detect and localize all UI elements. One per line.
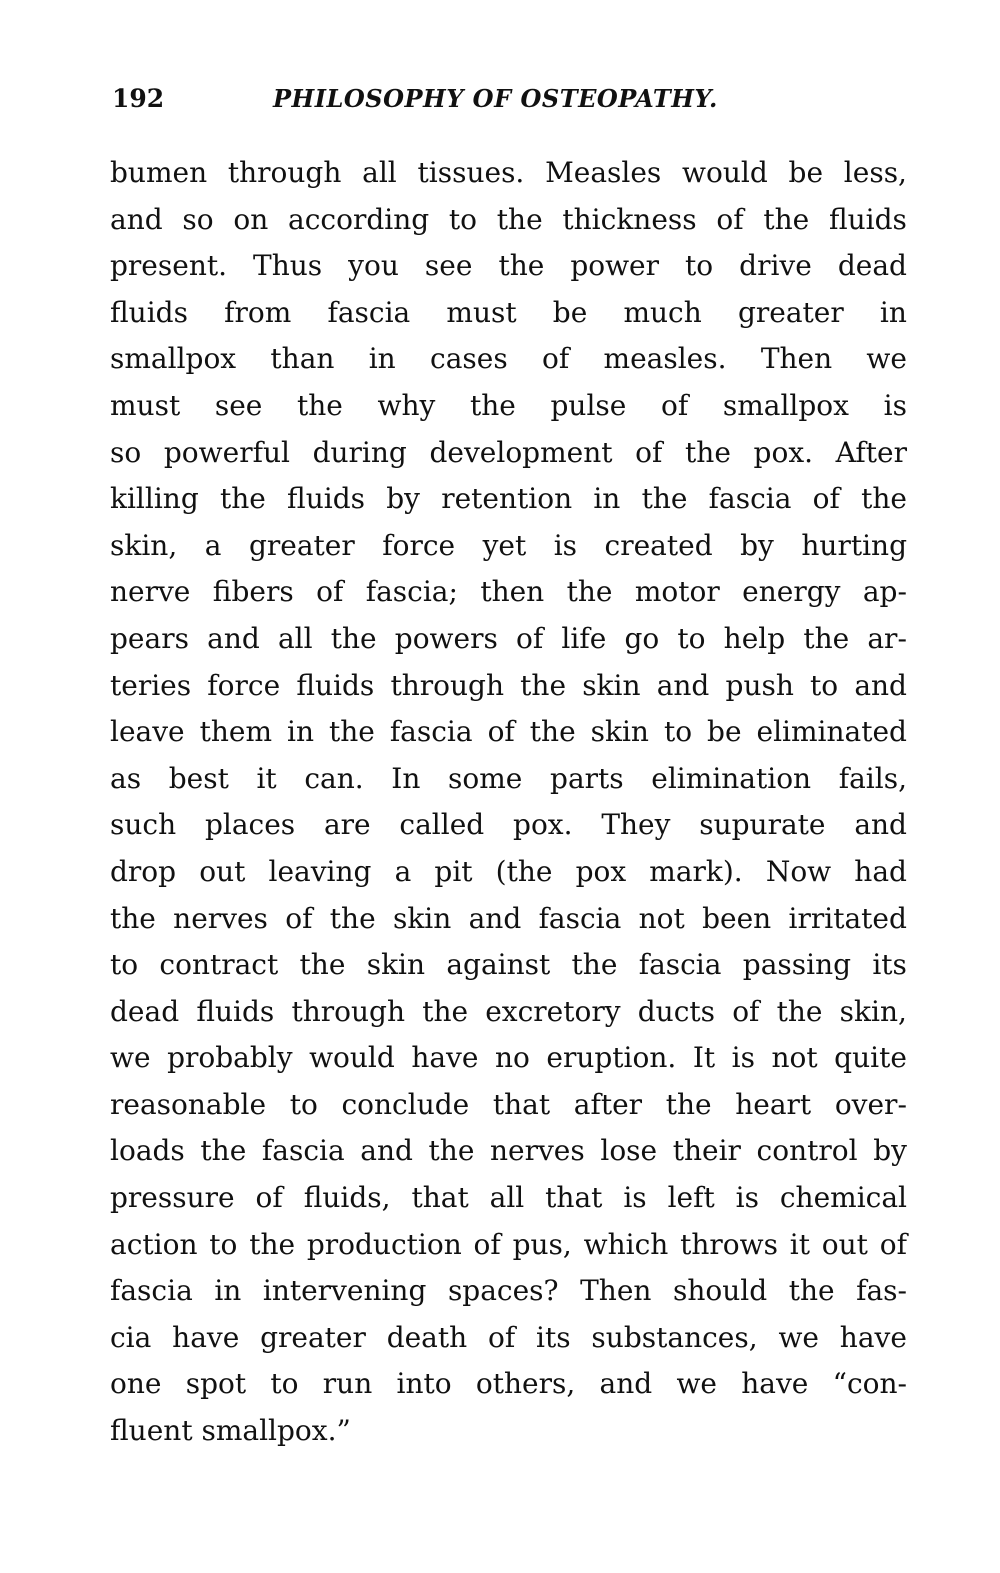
word: less, bbox=[843, 156, 907, 189]
word: cases bbox=[430, 342, 508, 376]
word: the bbox=[249, 1227, 296, 1261]
word: in bbox=[879, 295, 907, 329]
word: of bbox=[879, 1227, 907, 1261]
word: lose bbox=[600, 1134, 658, 1168]
word: thickness bbox=[562, 202, 697, 236]
text-line bbox=[110, 1175, 907, 1222]
word: to bbox=[810, 668, 839, 702]
word: of bbox=[487, 715, 515, 749]
word: should bbox=[672, 1274, 768, 1308]
word: help bbox=[723, 621, 786, 655]
text-line bbox=[110, 1082, 907, 1129]
word: bumen bbox=[110, 156, 208, 189]
word: nerves bbox=[173, 901, 268, 935]
text-line bbox=[110, 383, 907, 430]
word: to bbox=[110, 948, 139, 982]
word: see bbox=[424, 249, 473, 283]
word: of bbox=[285, 901, 313, 935]
word: all bbox=[277, 621, 313, 655]
word: fibers bbox=[212, 575, 294, 609]
word: of bbox=[473, 1227, 501, 1261]
word: the bbox=[566, 575, 613, 609]
word: Then bbox=[760, 342, 833, 376]
text-line bbox=[110, 290, 907, 337]
word: ar- bbox=[867, 621, 907, 655]
word: and bbox=[110, 202, 163, 236]
word: of bbox=[542, 342, 570, 376]
body-text bbox=[110, 150, 907, 1455]
word: action bbox=[110, 1227, 198, 1261]
word: that bbox=[411, 1181, 469, 1215]
word: tissues. bbox=[417, 156, 525, 189]
word: smallpox bbox=[722, 388, 849, 422]
word: pox. bbox=[513, 808, 573, 842]
word: of bbox=[660, 388, 689, 422]
word: fascia bbox=[389, 715, 473, 749]
word: greater bbox=[737, 295, 844, 329]
word: much bbox=[623, 295, 702, 329]
word: to bbox=[289, 1087, 318, 1121]
word: fascia bbox=[110, 1274, 193, 1308]
word: you bbox=[348, 249, 399, 283]
word: is bbox=[623, 1181, 647, 1215]
word: through bbox=[291, 994, 405, 1028]
word: best bbox=[168, 761, 229, 795]
word: of bbox=[516, 621, 544, 655]
word: “con- bbox=[832, 1367, 907, 1401]
word: cia bbox=[110, 1320, 152, 1354]
word: passing bbox=[742, 948, 852, 982]
word: the bbox=[665, 1087, 712, 1121]
word: powers bbox=[394, 621, 498, 655]
word: to bbox=[677, 621, 706, 655]
word: conclude bbox=[341, 1087, 470, 1121]
text-line bbox=[110, 1361, 907, 1408]
word: contract bbox=[159, 948, 279, 982]
word: fails, bbox=[838, 761, 907, 795]
word: we bbox=[866, 342, 907, 376]
text-line bbox=[110, 1315, 907, 1362]
word: we bbox=[110, 1041, 151, 1075]
word: powerful bbox=[163, 435, 290, 469]
word: according bbox=[288, 202, 430, 236]
word: pressure bbox=[110, 1181, 235, 1215]
word: to bbox=[663, 715, 693, 749]
text-line bbox=[110, 849, 907, 896]
word: not bbox=[771, 1041, 818, 1075]
word: the bbox=[520, 668, 567, 702]
word: the bbox=[297, 388, 343, 422]
word: it bbox=[256, 761, 277, 795]
word: fas- bbox=[856, 1274, 907, 1308]
word: of bbox=[487, 1320, 516, 1354]
word: death bbox=[386, 1320, 468, 1354]
word: skin bbox=[582, 668, 641, 702]
word: skin bbox=[392, 901, 452, 935]
word: pox. bbox=[753, 435, 814, 469]
word: in bbox=[593, 482, 621, 516]
word: drop bbox=[110, 854, 177, 888]
word: ap- bbox=[862, 575, 907, 609]
word: others, bbox=[475, 1367, 576, 1401]
word: its bbox=[536, 1320, 571, 1354]
word: the bbox=[803, 621, 850, 655]
word: dead bbox=[837, 249, 907, 283]
page-number: 192 bbox=[112, 84, 165, 113]
word: the bbox=[200, 1134, 247, 1168]
word: is bbox=[553, 528, 578, 562]
word: as bbox=[110, 761, 142, 795]
word: out bbox=[199, 854, 246, 888]
text-line bbox=[110, 896, 907, 943]
word: fascia bbox=[708, 482, 792, 516]
word: smallpox.” bbox=[201, 1414, 351, 1448]
word: fluids bbox=[828, 202, 907, 236]
word: through bbox=[227, 156, 342, 189]
word: and bbox=[656, 668, 710, 702]
word: yet bbox=[482, 528, 527, 562]
word: that bbox=[545, 1181, 603, 1215]
word: it bbox=[789, 1227, 810, 1261]
word: have bbox=[741, 1367, 809, 1401]
word: the bbox=[763, 202, 810, 236]
word: by bbox=[873, 1134, 907, 1168]
word: chemical bbox=[779, 1181, 907, 1215]
word: the bbox=[498, 249, 545, 283]
word: probably bbox=[167, 1041, 293, 1075]
word: the bbox=[776, 994, 823, 1028]
word: must bbox=[110, 388, 181, 422]
word: pit bbox=[434, 854, 473, 888]
word: nerves bbox=[490, 1134, 585, 1168]
word: the bbox=[685, 435, 731, 469]
word: their bbox=[672, 1134, 741, 1168]
word: would bbox=[309, 1041, 395, 1075]
word: one bbox=[110, 1367, 162, 1401]
word: the bbox=[299, 948, 346, 982]
word: have bbox=[839, 1320, 907, 1354]
word: measles. bbox=[603, 342, 727, 376]
word: elimination bbox=[651, 761, 812, 795]
word: nerve bbox=[110, 575, 191, 609]
word: during bbox=[312, 435, 407, 469]
word: Then bbox=[580, 1274, 652, 1308]
text-line bbox=[110, 1268, 907, 1315]
word: and bbox=[207, 621, 260, 655]
word: called bbox=[399, 808, 485, 842]
word: been bbox=[702, 901, 772, 935]
word: of bbox=[732, 994, 760, 1028]
word: leave bbox=[110, 715, 185, 749]
word: why bbox=[377, 388, 436, 422]
word: by bbox=[386, 482, 420, 516]
word: of bbox=[635, 435, 663, 469]
word: out bbox=[821, 1227, 868, 1261]
word: development bbox=[429, 435, 613, 469]
word: After bbox=[835, 435, 907, 469]
word: heart bbox=[735, 1087, 812, 1121]
word: the bbox=[571, 948, 618, 982]
word: the bbox=[422, 994, 469, 1028]
text-line bbox=[110, 1128, 907, 1175]
word: supurate bbox=[699, 808, 826, 842]
word: run bbox=[322, 1367, 373, 1401]
word: life bbox=[561, 621, 607, 655]
word: be bbox=[788, 156, 824, 189]
word: over- bbox=[834, 1087, 907, 1121]
word: ducts bbox=[637, 994, 715, 1028]
word: is bbox=[735, 1181, 759, 1215]
word: hurting bbox=[801, 528, 907, 562]
word: created bbox=[604, 528, 713, 562]
word: fascia bbox=[327, 295, 411, 329]
text-line bbox=[110, 523, 907, 570]
word: of bbox=[255, 1181, 283, 1215]
text-line bbox=[110, 243, 907, 290]
word: in bbox=[214, 1274, 242, 1308]
word: by bbox=[740, 528, 774, 562]
word: in bbox=[286, 715, 314, 749]
word: against bbox=[446, 948, 551, 982]
word: mark). bbox=[649, 854, 743, 888]
word: the bbox=[641, 482, 688, 516]
word: pulse bbox=[550, 388, 627, 422]
word: is bbox=[883, 388, 907, 422]
word: of bbox=[316, 575, 344, 609]
word: some bbox=[448, 761, 523, 795]
word: Now bbox=[765, 854, 832, 888]
word: are bbox=[323, 808, 371, 842]
word: from bbox=[224, 295, 292, 329]
word: the bbox=[496, 202, 543, 236]
word: control bbox=[756, 1134, 858, 1168]
word: so bbox=[110, 435, 142, 469]
text-line bbox=[110, 197, 907, 244]
word: to bbox=[209, 1227, 238, 1261]
word: the bbox=[469, 388, 516, 422]
word: irritated bbox=[788, 901, 907, 935]
word: skin, bbox=[110, 528, 178, 562]
word: and bbox=[360, 1134, 413, 1168]
word: (the bbox=[495, 854, 553, 888]
word: drive bbox=[739, 249, 812, 283]
word: a bbox=[204, 528, 222, 562]
word: and bbox=[468, 901, 522, 935]
word: such bbox=[110, 808, 177, 842]
word: be bbox=[552, 295, 588, 329]
word: have bbox=[172, 1320, 240, 1354]
word: its bbox=[872, 948, 907, 982]
word: and bbox=[854, 668, 907, 702]
word: in bbox=[368, 342, 396, 376]
word: the bbox=[788, 1274, 835, 1308]
word: the bbox=[110, 901, 156, 935]
word: of bbox=[716, 202, 744, 236]
word: Measles bbox=[545, 156, 662, 189]
word: that bbox=[492, 1087, 551, 1121]
text-line bbox=[110, 150, 907, 197]
word: have bbox=[411, 1041, 479, 1075]
word: to bbox=[270, 1367, 299, 1401]
word: force bbox=[382, 528, 456, 562]
text-line bbox=[110, 336, 907, 383]
running-head bbox=[112, 84, 792, 124]
word: fascia; bbox=[365, 575, 458, 609]
word: the bbox=[329, 901, 376, 935]
text-line bbox=[110, 989, 907, 1036]
word: we bbox=[676, 1367, 717, 1401]
word: pears bbox=[110, 621, 189, 655]
word: production bbox=[306, 1227, 462, 1261]
text-line bbox=[110, 802, 907, 849]
word: reasonable bbox=[110, 1087, 267, 1121]
word: we bbox=[778, 1320, 819, 1354]
text-line bbox=[110, 663, 907, 710]
text-line bbox=[110, 1035, 907, 1082]
text-line bbox=[110, 616, 907, 663]
word: all bbox=[362, 156, 397, 189]
word: the bbox=[529, 715, 576, 749]
word: parts bbox=[550, 761, 624, 795]
word: fluent bbox=[110, 1414, 202, 1448]
word: fluids, bbox=[303, 1181, 391, 1215]
word: be bbox=[707, 715, 742, 749]
word: fascia bbox=[638, 948, 722, 982]
word: retention bbox=[441, 482, 573, 516]
word: quite bbox=[834, 1041, 907, 1075]
word: push bbox=[725, 668, 794, 702]
word: to bbox=[685, 249, 714, 283]
word: fluids bbox=[110, 295, 188, 329]
word: spaces? bbox=[447, 1274, 559, 1308]
word: leaving bbox=[268, 854, 372, 888]
word: greater bbox=[260, 1320, 366, 1354]
word: motor bbox=[634, 575, 720, 609]
word: go bbox=[624, 621, 660, 655]
word: the bbox=[328, 715, 375, 749]
word: which bbox=[583, 1227, 669, 1261]
word: and bbox=[854, 808, 907, 842]
word: present. bbox=[110, 249, 228, 283]
word: force bbox=[207, 668, 281, 702]
word: In bbox=[391, 761, 421, 795]
word: see bbox=[214, 388, 263, 422]
word: It bbox=[692, 1041, 716, 1075]
word: fascia bbox=[538, 901, 622, 935]
word: than bbox=[270, 342, 335, 376]
word: fluids bbox=[296, 668, 375, 702]
running-title: PHILOSOPHY OF OSTEOPATHY. bbox=[273, 84, 718, 113]
word: left bbox=[667, 1181, 715, 1215]
word: dead bbox=[110, 994, 180, 1028]
text-line bbox=[110, 942, 907, 989]
word: throws bbox=[680, 1227, 778, 1261]
word: eliminated bbox=[756, 715, 907, 749]
word: pus, bbox=[512, 1227, 572, 1261]
text-line bbox=[110, 1222, 907, 1269]
word: into bbox=[396, 1367, 452, 1401]
word: can. bbox=[304, 761, 364, 795]
word: skin bbox=[590, 715, 649, 749]
word: the bbox=[861, 482, 907, 516]
word: substances, bbox=[591, 1320, 758, 1354]
word: greater bbox=[248, 528, 355, 562]
word: They bbox=[601, 808, 671, 842]
word: not bbox=[638, 901, 685, 935]
word: killing bbox=[110, 482, 199, 516]
word: energy bbox=[742, 575, 841, 609]
word: fluids bbox=[196, 994, 275, 1028]
word: is bbox=[731, 1041, 755, 1075]
word: power bbox=[570, 249, 660, 283]
word: must bbox=[446, 295, 517, 329]
word: a bbox=[394, 854, 412, 888]
text-line bbox=[110, 1408, 907, 1455]
word: loads bbox=[110, 1134, 185, 1168]
word: skin bbox=[366, 948, 426, 982]
word: had bbox=[854, 854, 907, 888]
word: Thus bbox=[253, 249, 323, 283]
word: places bbox=[204, 808, 296, 842]
word: spot bbox=[185, 1367, 247, 1401]
word: eruption. bbox=[546, 1041, 677, 1075]
word: teries bbox=[110, 668, 192, 702]
word: then bbox=[480, 575, 545, 609]
word: the bbox=[330, 621, 377, 655]
text-line bbox=[110, 569, 907, 616]
word: intervening bbox=[262, 1274, 427, 1308]
word: the bbox=[219, 482, 266, 516]
text-line bbox=[110, 709, 907, 756]
text-line bbox=[110, 476, 907, 523]
word: through bbox=[390, 668, 504, 702]
word: so bbox=[182, 202, 214, 236]
word: skin, bbox=[839, 994, 907, 1028]
word: smallpox bbox=[110, 342, 237, 376]
word: would bbox=[682, 156, 768, 189]
word: on bbox=[233, 202, 269, 236]
word: all bbox=[489, 1181, 525, 1215]
word: fluids bbox=[287, 482, 366, 516]
word: them bbox=[199, 715, 272, 749]
word: pox bbox=[575, 854, 627, 888]
word: the bbox=[428, 1134, 475, 1168]
word: no bbox=[494, 1041, 530, 1075]
word: to bbox=[448, 202, 478, 236]
text-line bbox=[110, 430, 907, 477]
word: after bbox=[573, 1087, 643, 1121]
text-line bbox=[110, 756, 907, 803]
word: of bbox=[812, 482, 840, 516]
word: and bbox=[599, 1367, 653, 1401]
word: fascia bbox=[261, 1134, 345, 1168]
word: excretory bbox=[485, 994, 621, 1028]
